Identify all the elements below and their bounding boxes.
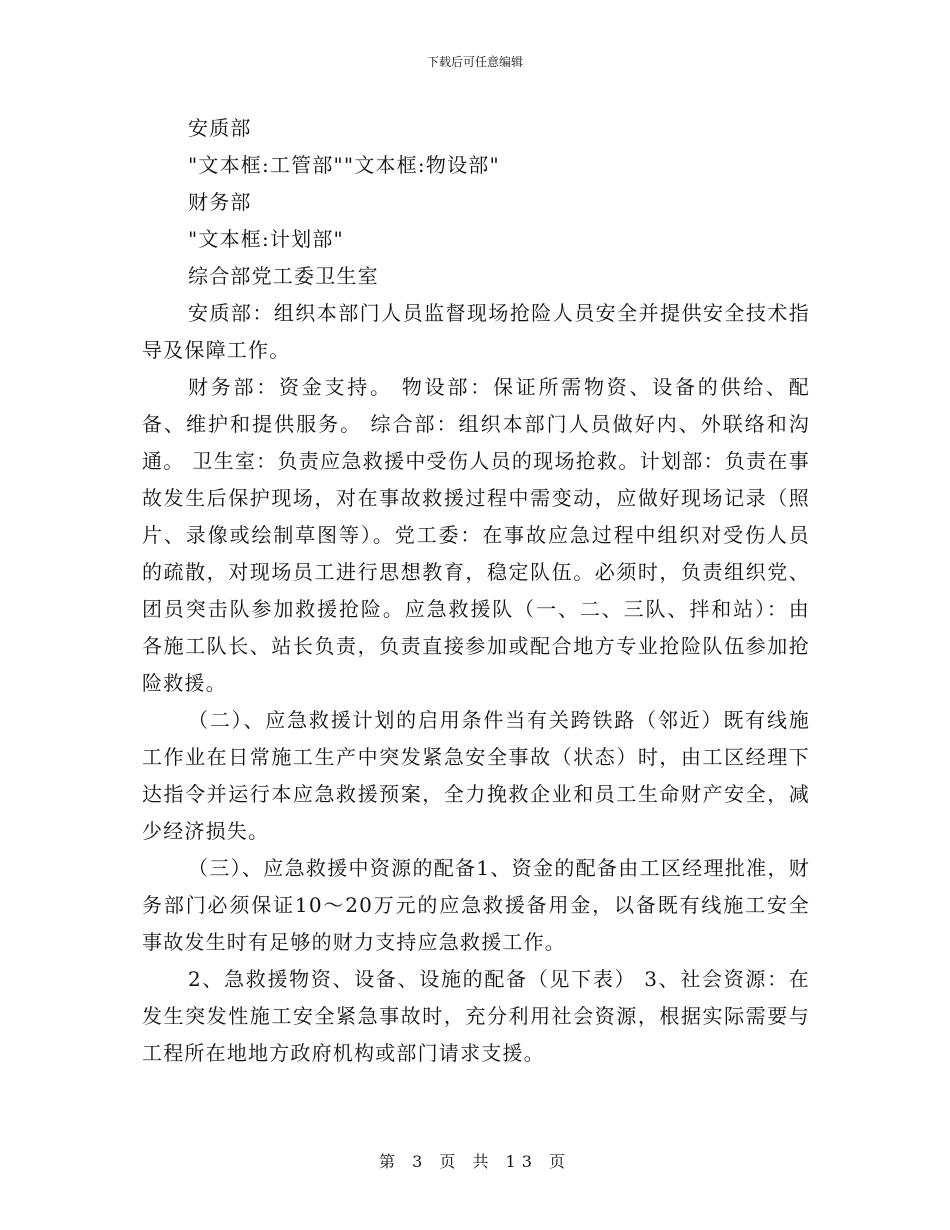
page-number: 第 3 页 共 13 页 xyxy=(379,1152,571,1171)
org-line-textbox-gongguan-wushe: "文本框:工管部""文本框:物设部" xyxy=(188,153,500,177)
org-line-zonghe: 综合部党工委卫生室 xyxy=(188,264,379,288)
paragraph-department-duties: 财务部：资金支持。 物设部：保证所需物资、设备的供给、配备、维护和提供服务。 综合部：组织本部门人员做好内、外联络和沟通。 卫生室：负责应急救援中受伤人员的现场抢救。计划部：负责在事故发生后保护现场，对在事故救援过程中需变动，应做好现场记录（照片、录像或绘制草图等）。党工委：在事故应急过程中组织对受伤人员的疏散，对现场员工进行思想教育，稳定队伍。必须时，负责组织党、团员突击队参加救援抢险。应急救援队（一、二、三队、拌和站）：由各施工队长、站长负责，负责直接参加或配合地方专业抢险队伍参加抢险救援。 xyxy=(142,375,810,695)
page-header: 下载后可任意编辑 xyxy=(426,55,523,69)
org-line-caiwu: 财务部 xyxy=(188,190,252,214)
paragraph-resource-allocation: （三）、应急救援中资源的配备1、资金的配备由工区经理批准，财务部门必须保证10～20万元的应急救援备用金，以备既有线施工安全事故发生时有足够的财力支持应急救援工作。 xyxy=(142,856,810,954)
paragraph-materials-social-resources: 2、急救援物资、设备、设施的配备（见下表） 3、社会资源：在发生突发性施工安全紧急事故时，充分利用社会资源，根据实际需要与工程所在地地方政府机构或部门请求支援。 xyxy=(142,967,810,1065)
paragraph-anzhi-duties: 安质部：组织本部门人员监督现场抢险人员安全并提供安全技术指导及保障工作。 xyxy=(142,301,810,362)
paragraph-activation-conditions: （二）、应急救援计划的启用条件当有关跨铁路（邻近）既有线施工作业在日常施工生产中突发紧急安全事故（状态）时，由工区经理下达指令并运行本应急救援预案，全力挽救企业和员工生命财产安全，减少经济损失。 xyxy=(142,708,810,843)
org-line-anzhi: 安质部 xyxy=(188,116,252,140)
org-line-textbox-jihua: "文本框:计划部" xyxy=(188,227,344,251)
document-body xyxy=(142,110,810,1072)
